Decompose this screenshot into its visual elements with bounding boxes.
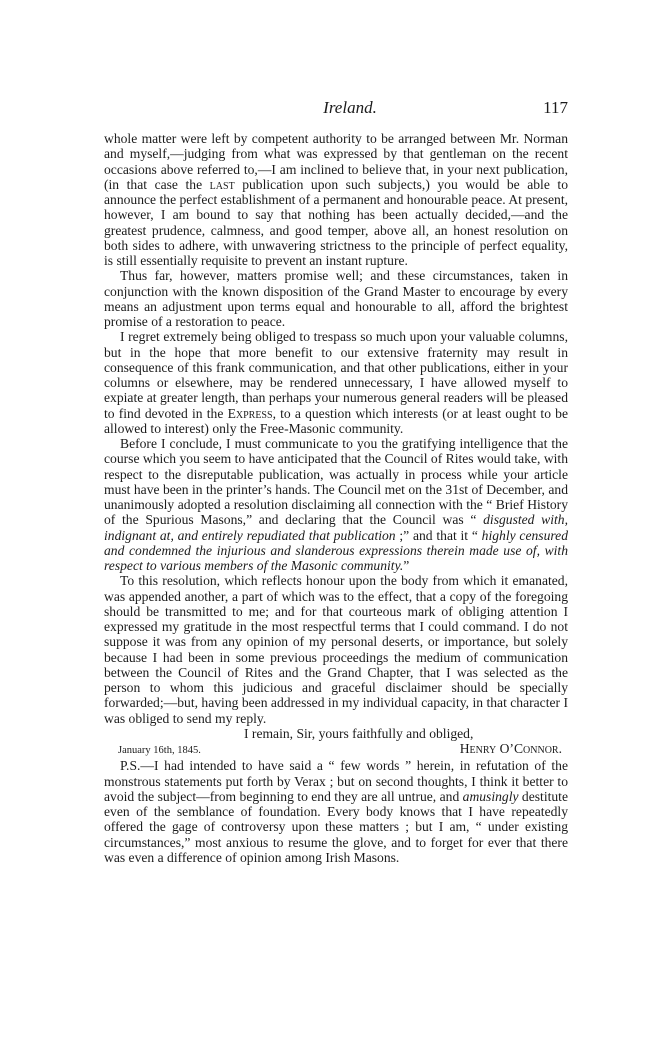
- italic-run: highly censured and condemned the injurious and slanderous expressions therein made use of, with respect to various members of the Masonic community.: [104, 527, 568, 573]
- signature: Henry O’Connor.: [459, 741, 562, 756]
- paragraph-4: [104, 436, 568, 573]
- postscript: [104, 758, 568, 865]
- text-run: destitute even of the semblance of foundation. Every body knows that I have repeatedly offered the gage of controversy upon these matters ; but I am, “ under existing circumstances,” most anxious to resume the glove, and to forget for ever that there was even a difference of opinion among Irish Masons.: [104, 788, 568, 865]
- signature-line: [104, 741, 562, 758]
- page-body: [104, 131, 568, 865]
- text-run: Before I conclude, I must communicate to you the gratifying intelligence that the course which you seem to have anticipated that the Council of Rites would take, with respect to the disreputable publication, was actually in process while your article must have been in the printer’s hands. The Council met on the 31st of December, and unanimously adopted a resolution disclaiming all connection with the “ Brief History of the Spurious Masons,” and declaring that the Council was “: [104, 436, 568, 528]
- paragraph-1: [104, 131, 568, 268]
- small-caps-run: last: [209, 176, 235, 192]
- text-run: publication upon such subjects,) you would be able to announce the perfect establishment of a permanent and honourable peace. At present, however, I am bound to say that nothing has been actually decided,—and the greatest prudence, calmness, and good temper, above all, an honest resolution on both sides to adhere, with unwavering strictness to the principle of perfect equality, is still essentially requisite to prevent an instant rupture.: [104, 176, 568, 268]
- text-run: ;” and that it “: [395, 527, 482, 543]
- paragraph-3: [104, 329, 568, 436]
- text-run: , to a question which interests (or at least ought to be allowed to interest) only the Free-Masonic community.: [104, 405, 568, 436]
- running-title: Ireland.: [323, 98, 377, 117]
- text-run: I regret extremely being obliged to trespass so much upon your valuable columns, but in the hope that more benefit to our extensive fraternity may result in consequence of this frank communication, and that other publications, either in your columns or elsewhere, may be rendered unnecessary, I have allowed myself to expiate at greater length, than perhaps your numerous general readers will be pleased to find devoted in the: [104, 329, 568, 421]
- italic-run: amusingly: [462, 788, 519, 804]
- text-run: P.S.—I had intended to have said a “ few words ” herein, in refutation of the monstrous statements put forth by Verax ; but on second thoughts, I think it better to avoid the subject—from beginning to end they are all untrue, and: [104, 758, 568, 804]
- letter-date: January 16th, 1845.: [118, 745, 201, 756]
- text-run: ”: [403, 558, 410, 573]
- paragraph-2: Thus far, however, matters promise well; and these circumstances, taken in conjunction with the known disposition of the Grand Master to encourage by every means an adjustment upon terms equal and honourable to all, afford the brightest promise of a restoration to peace.: [104, 268, 568, 329]
- page-number: 117: [543, 98, 568, 117]
- page-header: [132, 98, 568, 120]
- italic-run: disgusted with, indignant at, and entirely repudiated that publication: [104, 512, 568, 543]
- small-caps-run: Express: [227, 405, 273, 421]
- text-run: whole matter were left by competent authority to be arranged between Mr. Norman and myself,—judging from what was expressed by that gentleman on the recent occasions above referred to,—I am inclined to believe that, in your next publication, (in that case the: [104, 131, 568, 192]
- closing-line: I remain, Sir, yours faithfully and obliged,: [244, 725, 474, 741]
- paragraph-5: To this resolution, which reflects honour upon the body from which it emanated, was appended another, a part of which was to the effect, that a copy of the foregoing should be transmitted to me; and for that courteous mark of obliging attention I expressed my gratitude in the most respectful terms that I could command. I do not suppose it was from any opinion of my personal deserts, or importance, but solely because I had been in some previous proceedings the medium of communication between the Council of Rites and the Grand Chapter, that I was selected as the person to whom this judicious and graceful disclaimer should be specially forwarded;—but, having been addressed in my individual capacity, in that character I was obliged to send my reply.: [104, 573, 568, 726]
